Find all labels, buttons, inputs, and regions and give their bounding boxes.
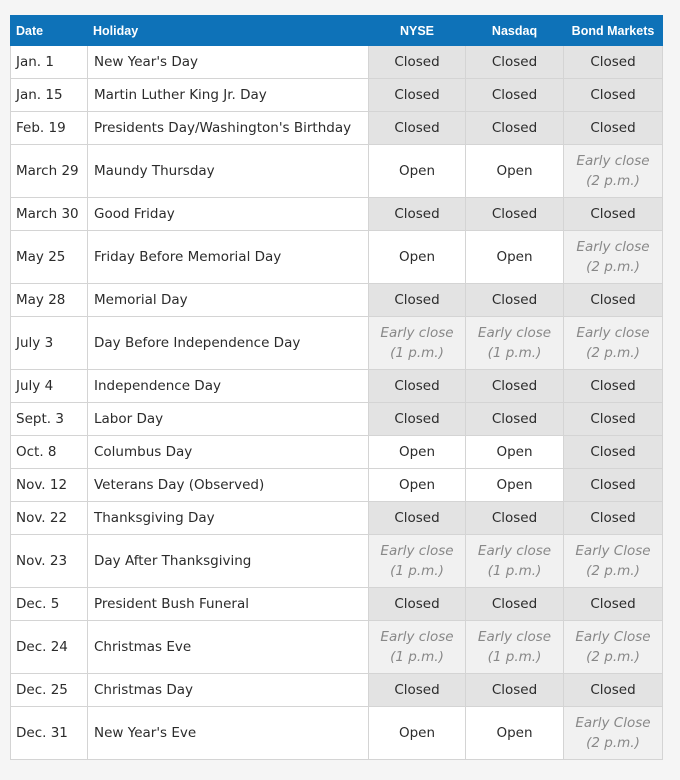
- nyse-status-cell: Open: [369, 436, 466, 469]
- table-row: [11, 112, 663, 145]
- nyse-status-cell: Closed: [369, 674, 466, 707]
- nasdaq-status-cell: Open: [466, 707, 564, 760]
- table-row: [11, 469, 663, 502]
- table-row: [11, 317, 663, 370]
- bond-status-cell: Closed: [564, 370, 663, 403]
- early-close-label: Early close: [380, 543, 454, 559]
- early-close-label: Early close: [477, 325, 552, 341]
- bond-status-cell: Closed: [564, 436, 663, 469]
- early-close-time: (2 p.m.): [586, 735, 640, 751]
- early-close-label: Early Close: [575, 629, 651, 645]
- nasdaq-status-cell: Closed: [466, 370, 564, 403]
- date-cell: July 4: [11, 370, 88, 403]
- table-row: [11, 621, 663, 674]
- column-header-bond-markets: Bond Markets: [564, 16, 663, 46]
- nyse-status-cell: Closed: [369, 284, 466, 317]
- nasdaq-status-cell: Closed: [466, 198, 564, 231]
- nasdaq-status-cell: Closed: [466, 588, 564, 621]
- bond-status-cell: [564, 317, 663, 370]
- bond-status-cell: Closed: [564, 403, 663, 436]
- column-header-date: Date: [11, 16, 88, 46]
- table-row: [11, 707, 663, 760]
- bond-status-cell: Closed: [564, 198, 663, 231]
- bond-status-cell: [564, 621, 663, 674]
- date-cell: March 30: [11, 198, 88, 231]
- nyse-status-cell: Open: [369, 231, 466, 284]
- early-close-time: (1 p.m.): [390, 563, 444, 579]
- table-row: [11, 588, 663, 621]
- nyse-status-cell: Open: [369, 469, 466, 502]
- early-close-label: Early close: [477, 629, 552, 645]
- date-cell: March 29: [11, 145, 88, 198]
- table-row: [11, 231, 663, 284]
- nyse-status-cell: Closed: [369, 112, 466, 145]
- early-close-time: (1 p.m.): [487, 649, 542, 665]
- nasdaq-status-cell: Closed: [466, 79, 564, 112]
- table-row: [11, 502, 663, 535]
- table-row: [11, 535, 663, 588]
- date-cell: Dec. 31: [11, 707, 88, 760]
- bond-status-cell: Closed: [564, 674, 663, 707]
- holiday-cell: Day Before Independence Day: [88, 317, 369, 370]
- early-close-label: Early close: [380, 629, 454, 645]
- date-cell: Dec. 24: [11, 621, 88, 674]
- bond-status-cell: Closed: [564, 112, 663, 145]
- date-cell: July 3: [11, 317, 88, 370]
- table-row: [11, 436, 663, 469]
- bond-status-cell: Closed: [564, 284, 663, 317]
- holiday-cell: Friday Before Memorial Day: [88, 231, 369, 284]
- holiday-cell: Good Friday: [88, 198, 369, 231]
- early-close-time: (2 p.m.): [586, 259, 640, 275]
- early-close-time: (1 p.m.): [390, 649, 444, 665]
- nyse-status-cell: Closed: [369, 79, 466, 112]
- nasdaq-status-cell: [466, 317, 564, 370]
- table-row: [11, 284, 663, 317]
- nasdaq-status-cell: [466, 535, 564, 588]
- bond-status-cell: [564, 535, 663, 588]
- date-cell: Nov. 22: [11, 502, 88, 535]
- holiday-cell: President Bush Funeral: [88, 588, 369, 621]
- nasdaq-status-cell: Closed: [466, 112, 564, 145]
- early-close-time: (1 p.m.): [487, 345, 542, 361]
- holiday-schedule: [10, 15, 662, 760]
- early-close-label: Early close: [380, 325, 454, 341]
- holiday-cell: New Year's Eve: [88, 707, 369, 760]
- holiday-cell: Maundy Thursday: [88, 145, 369, 198]
- early-close-label: Early close: [576, 239, 650, 255]
- nasdaq-status-cell: [466, 621, 564, 674]
- holiday-cell: Columbus Day: [88, 436, 369, 469]
- nyse-status-cell: [369, 317, 466, 370]
- nasdaq-status-cell: Open: [466, 436, 564, 469]
- column-header-nyse: NYSE: [369, 16, 466, 46]
- date-cell: Jan. 15: [11, 79, 88, 112]
- holiday-cell: Independence Day: [88, 370, 369, 403]
- holiday-cell: New Year's Day: [88, 46, 369, 79]
- table-row: [11, 145, 663, 198]
- nasdaq-status-cell: Open: [466, 469, 564, 502]
- early-close-time: (2 p.m.): [586, 649, 640, 665]
- early-close-label: Early close: [576, 153, 650, 169]
- bond-status-cell: [564, 231, 663, 284]
- holiday-cell: Presidents Day/Washington's Birthday: [88, 112, 369, 145]
- holiday-cell: Memorial Day: [88, 284, 369, 317]
- date-cell: Jan. 1: [11, 46, 88, 79]
- date-cell: Dec. 5: [11, 588, 88, 621]
- early-close-label: Early Close: [575, 715, 651, 731]
- nyse-status-cell: Open: [369, 145, 466, 198]
- date-cell: Sept. 3: [11, 403, 88, 436]
- market-holiday-table: [10, 15, 663, 760]
- nasdaq-status-cell: Open: [466, 231, 564, 284]
- nyse-status-cell: Closed: [369, 502, 466, 535]
- date-cell: May 28: [11, 284, 88, 317]
- date-cell: Nov. 23: [11, 535, 88, 588]
- table-row: [11, 674, 663, 707]
- column-header-nasdaq: Nasdaq: [466, 16, 564, 46]
- nyse-status-cell: [369, 621, 466, 674]
- table-row: [11, 79, 663, 112]
- nasdaq-status-cell: Closed: [466, 674, 564, 707]
- date-cell: Oct. 8: [11, 436, 88, 469]
- bond-status-cell: Closed: [564, 46, 663, 79]
- bond-status-cell: Closed: [564, 502, 663, 535]
- holiday-cell: Thanksgiving Day: [88, 502, 369, 535]
- bond-status-cell: Closed: [564, 469, 663, 502]
- nyse-status-cell: Closed: [369, 588, 466, 621]
- early-close-time: (2 p.m.): [586, 345, 640, 361]
- nasdaq-status-cell: Open: [466, 145, 564, 198]
- early-close-time: (2 p.m.): [586, 563, 640, 579]
- nyse-status-cell: Closed: [369, 198, 466, 231]
- date-cell: May 25: [11, 231, 88, 284]
- bond-status-cell: [564, 707, 663, 760]
- table-row: [11, 403, 663, 436]
- holiday-cell: Veterans Day (Observed): [88, 469, 369, 502]
- nyse-status-cell: Closed: [369, 46, 466, 79]
- early-close-time: (1 p.m.): [390, 345, 444, 361]
- bond-status-cell: Closed: [564, 79, 663, 112]
- nasdaq-status-cell: Closed: [466, 502, 564, 535]
- date-cell: Dec. 25: [11, 674, 88, 707]
- nyse-status-cell: Closed: [369, 403, 466, 436]
- date-cell: Feb. 19: [11, 112, 88, 145]
- nasdaq-status-cell: Closed: [466, 284, 564, 317]
- table-body: [11, 46, 663, 760]
- table-row: [11, 198, 663, 231]
- nasdaq-status-cell: Closed: [466, 403, 564, 436]
- table-header-row: [11, 16, 663, 46]
- bond-status-cell: Closed: [564, 588, 663, 621]
- table-row: [11, 46, 663, 79]
- holiday-cell: Christmas Eve: [88, 621, 369, 674]
- column-header-holiday: Holiday: [88, 16, 369, 46]
- table-row: [11, 370, 663, 403]
- nyse-status-cell: [369, 535, 466, 588]
- bond-status-cell: [564, 145, 663, 198]
- early-close-label: Early close: [576, 325, 650, 341]
- holiday-cell: Martin Luther King Jr. Day: [88, 79, 369, 112]
- holiday-cell: Labor Day: [88, 403, 369, 436]
- early-close-label: Early close: [477, 543, 552, 559]
- early-close-label: Early Close: [575, 543, 651, 559]
- nyse-status-cell: Closed: [369, 370, 466, 403]
- nasdaq-status-cell: Closed: [466, 46, 564, 79]
- holiday-cell: Christmas Day: [88, 674, 369, 707]
- holiday-cell: Day After Thanksgiving: [88, 535, 369, 588]
- nyse-status-cell: Open: [369, 707, 466, 760]
- date-cell: Nov. 12: [11, 469, 88, 502]
- early-close-time: (2 p.m.): [586, 173, 640, 189]
- early-close-time: (1 p.m.): [487, 563, 542, 579]
